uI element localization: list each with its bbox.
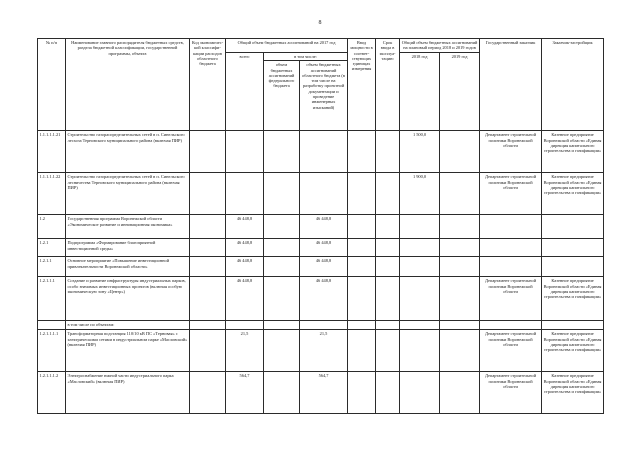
table-row [38,277,604,321]
header-state-customer: Государственный заказчик [480,39,542,131]
header-2018: 2018 год [400,53,440,131]
cell-total [226,173,264,215]
cell-regional: 21,5 [300,330,348,372]
cell-developer [542,215,604,239]
cell-total: 46 448,8 [226,257,264,277]
cell-total [226,321,264,330]
cell-federal [264,215,300,239]
cell-period [376,131,400,173]
cell-regional: 564,7 [300,372,348,414]
budget-table [37,38,604,414]
cell-period [376,321,400,330]
cell-y2018 [400,239,440,257]
cell-federal [264,131,300,173]
cell-num: 1.2.1.1 [38,257,66,277]
cell-customer [480,215,542,239]
cell-name: Строительство газораспределительных сетей в п. Синельского лесничества Терновского муниципального района (включая ПИР) [66,173,190,215]
cell-customer: Департамент строительной политики Воронежской области [480,173,542,215]
header-plan: Общий объем бюджетных ассигнований на плановый период 2018 и 2019 годов [400,39,480,53]
cell-capacity [348,131,376,173]
header-federal: объем бюджетных ассигнований федерального бюджета [264,61,300,131]
cell-period [376,277,400,321]
cell-developer: Казенное предприятие Воронежской области «Единая дирекция капитального строительства и газификации» [542,277,604,321]
cell-regional: 46 448,8 [300,239,348,257]
table-row [38,257,604,277]
cell-num: 1.2.1.1.1.1 [38,330,66,372]
table-row [38,173,604,215]
cell-regional [300,131,348,173]
cell-federal [264,321,300,330]
table-row [38,372,604,414]
cell-period [376,215,400,239]
cell-capacity [348,239,376,257]
cell-y2018: 1 900,0 [400,173,440,215]
cell-period [376,257,400,277]
cell-num: 1.2.1.1.1 [38,277,66,321]
cell-capacity [348,173,376,215]
cell-name: Электроснабжение южной части индустриального парка «Масловский» (включая ПИР) [66,372,190,414]
cell-regional: 46 448,8 [300,215,348,239]
cell-period [376,330,400,372]
cell-developer: Казенное предприятие Воронежской области «Единая дирекция капитального строительства и газификации» [542,173,604,215]
cell-capacity [348,321,376,330]
header-period: Срок ввода в эксплуа-тацию [376,39,400,131]
cell-developer: Казенное предприятие Воронежской области «Единая дирекция капитального строительства и газификации» [542,330,604,372]
header-total-2017: Общий объем бюджетных ассигнований на 2017 год [226,39,348,53]
cell-customer: Департамент строительной политики Воронежской области [480,372,542,414]
cell-developer [542,239,604,257]
cell-period [376,372,400,414]
cell-y2018 [400,372,440,414]
cell-y2019 [440,277,480,321]
cell-y2019 [440,215,480,239]
cell-federal [264,277,300,321]
cell-code [190,321,226,330]
cell-code [190,131,226,173]
cell-federal [264,239,300,257]
cell-num: 1.2 [38,215,66,239]
cell-code [190,372,226,414]
header-name: Наименование главного распорядителя бюджетных средств, раздела бюджетной классификации, государственной программы, объекта [66,39,190,131]
cell-num: 1.2.1.1.1.2 [38,372,66,414]
cell-regional: 46 448,8 [300,277,348,321]
cell-total: 46 448,8 [226,215,264,239]
cell-regional: 46 448,8 [300,257,348,277]
cell-name: Строительство газораспределительных сетей в п. Синельского лесхоза Терновского муниципального района (включая ПИР) [66,131,190,173]
header-capacity: Ввод мощности в соответ-ствующих единицах измерения [348,39,376,131]
cell-code [190,239,226,257]
header-num: № п/п [38,39,66,131]
cell-period [376,239,400,257]
cell-name: Создание и развитие инфраструктуры индустриальных парков, особо значимых инвестиционных проектов (включая особую экономическую зону «Центр») [66,277,190,321]
cell-name: Трансформаторная подстанция 110/10 кВ ПС «Терновая» с электрическими сетями в индустриальном парке «Масловский» (включая ПИР) [66,330,190,372]
cell-customer: Департамент строительной политики Воронежской области [480,330,542,372]
cell-customer [480,239,542,257]
cell-y2019 [440,131,480,173]
header-developer: Заказчик-застройщик [542,39,604,131]
cell-num: 1.1.1.1.1.22 [38,173,66,215]
table-row [38,215,604,239]
cell-total: 46 448,8 [226,277,264,321]
table-row [38,239,604,257]
cell-y2018 [400,215,440,239]
cell-name: Подпрограмма «Формирование благоприятной инвестиционной среды» [66,239,190,257]
cell-total: 46 448,8 [226,239,264,257]
header-2019: 2019 год [440,53,480,131]
cell-code [190,215,226,239]
cell-federal [264,173,300,215]
cell-y2018 [400,257,440,277]
cell-capacity [348,215,376,239]
cell-total [226,131,264,173]
cell-code [190,330,226,372]
cell-y2019 [440,239,480,257]
cell-capacity [348,277,376,321]
cell-num: 1.2.1 [38,239,66,257]
cell-developer: Казенное предприятие Воронежской области «Единая дирекция капитального строительства и газификации» [542,131,604,173]
cell-y2019 [440,257,480,277]
table-row [38,321,604,330]
cell-period [376,173,400,215]
cell-y2019 [440,173,480,215]
cell-federal [264,330,300,372]
cell-y2019 [440,330,480,372]
cell-code [190,173,226,215]
cell-customer [480,321,542,330]
cell-customer [480,257,542,277]
cell-regional [300,173,348,215]
cell-regional [300,321,348,330]
header-total: всего [226,53,264,131]
cell-total: 21,5 [226,330,264,372]
cell-num [38,321,66,330]
cell-capacity [348,257,376,277]
cell-name: Государственная программа Воронежской области «Экономическое развитие и инновационная экономика» [66,215,190,239]
cell-name: в том числе по объектам: [66,321,190,330]
cell-developer [542,321,604,330]
header-regional: объем бюджетных ассигнований областного бюджета (в том числе на разработку проектной документации и проведение инженерных изысканий) [300,61,348,131]
cell-name: Основное мероприятие «Повышение инвестиционной привлекательности Воронежской области» [66,257,190,277]
header-incl: в том числе: [264,53,348,61]
cell-y2018: 1 500,0 [400,131,440,173]
header-code: Код экономичес-кой классифи-кации расходов областного бюджета [190,39,226,131]
cell-capacity [348,372,376,414]
cell-y2019 [440,372,480,414]
cell-y2018 [400,321,440,330]
page-number: 8 [318,20,322,26]
cell-code [190,277,226,321]
cell-y2019 [440,321,480,330]
cell-code [190,257,226,277]
table-row [38,330,604,372]
cell-num: 1.1.1.1.1.21 [38,131,66,173]
cell-customer: Департамент строительной политики Воронежской области [480,277,542,321]
cell-y2018 [400,277,440,321]
cell-customer: Департамент строительной политики Воронежской области [480,131,542,173]
cell-developer [542,257,604,277]
table-row [38,131,604,173]
cell-developer: Казенное предприятие Воронежской области «Единая дирекция капитального строительства и газификации» [542,372,604,414]
cell-federal [264,372,300,414]
cell-federal [264,257,300,277]
cell-capacity [348,330,376,372]
cell-y2018 [400,330,440,372]
cell-total: 564,7 [226,372,264,414]
